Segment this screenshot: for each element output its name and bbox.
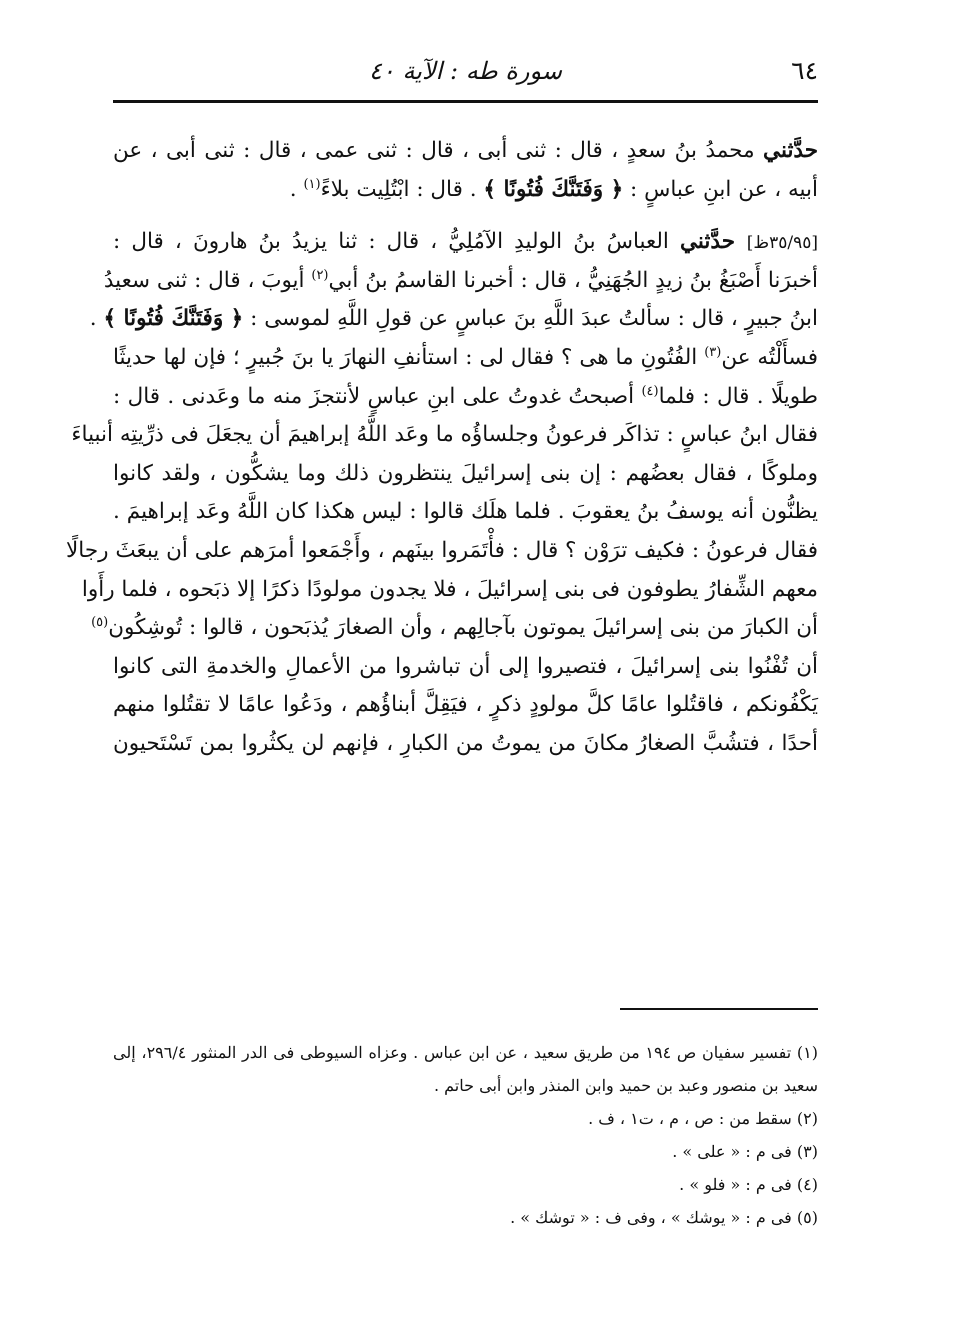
footnote-marker[interactable]: (٣) <box>704 344 722 360</box>
text-line <box>113 339 818 378</box>
text-run: . <box>89 306 104 332</box>
text-run: أصبحتُ غدوتُ على ابنِ عباسٍ لأنتجزَ منه ما وعَدنى . قال : <box>113 383 642 409</box>
text-line <box>103 262 818 301</box>
body-text <box>66 132 819 764</box>
footnote-1: (١) تفسير سفيان ص ١٩٤ من طريق سعيد ، عن ابن عباس . وعزاه السيوطى فى الدر المنثور ٢٩٦/٤، إلى <box>113 1043 819 1062</box>
text-line: وملوكًا ، فقال بعضُهم : إن بنى إسرائيلَ ينتظرون ذلك وما يشكُّون ، ولقد كانوا <box>113 460 818 486</box>
text-run: أيوبَ ، قال : ثنى سعيدُ <box>103 267 312 293</box>
header-rule <box>113 100 818 103</box>
text-line: معهم الشِّفارُ يطوفون فى بنى إسرائيلَ ، فلا يجدون مولودًا ذكرًا إلا ذبَحوه ، فلما رأَوا <box>81 576 818 602</box>
footnotes <box>113 1036 818 1234</box>
text-line <box>89 300 818 339</box>
text-line: يظنُّون أنه يوسفُ بنُ يعقوبَ . فلما هلَك قالوا : ليس هكذا كان اللَّهُ وعَد إبراهيمَ . <box>113 499 818 525</box>
text-line: أن تُفْنُوا بنى إسرائيلَ ، فتصيروا إلى أن تباشروا من الأعمالِ والخدمةِ التى كانوا <box>113 653 818 679</box>
page-number: ٦٤ <box>791 56 818 85</box>
text-line <box>113 223 818 262</box>
footnote-5: (٥) فى م : « يوشك » ، وفى ف : « توشك » . <box>510 1208 818 1227</box>
manuscript-reference: [٣٥/٩٥ظ] <box>746 233 819 254</box>
footnote-separator <box>620 1008 818 1010</box>
text-run: ابنُ جبيرٍ ، قال : سألتُ عبدَ اللَّهِ بنَ عباسٍ عن قولِ اللَّهِ لموسى : <box>243 306 818 332</box>
text-line: يَكْفُونكم ، فاقتُلوا عامًا كلَّ مولودٍ ذكرٍ ، فيَقِلَّ أبناؤُهم ، ودَعُوا عامًا لا تقتُلوا منهم <box>113 692 818 718</box>
running-title: سورة طه : الآية ٤٠ <box>369 57 562 85</box>
text-line <box>113 171 818 210</box>
text-run: فسأَلْتُه عن <box>721 344 818 370</box>
footnote-marker[interactable]: (١) <box>303 176 321 192</box>
text-run: طويلًا . قال : فلما <box>658 383 818 409</box>
footnote-3: (٣) فى م : « على » . <box>672 1142 818 1161</box>
footnote-marker[interactable]: (٥) <box>91 614 109 630</box>
text-run: العباسُ بنُ الوليدِ الآمُلِيُّ ، قال : ثنا يزيدُ بنُ هارونَ ، قال : <box>113 229 681 255</box>
footnote-1-continued: سعيد بن منصور وعبد بن حميد وابن المنذر وابن أبى حاتم . <box>433 1076 818 1095</box>
text-run: . <box>289 176 304 202</box>
text-line <box>113 378 818 417</box>
text-line: أحدًا ، فتشُبَّ الصغارُ مكانَ من يموتُ من الكبارِ ، فإنهم لن يكثُروا بمن تَسْتَحيون <box>113 730 818 756</box>
footnote-marker[interactable]: (٤) <box>641 383 659 399</box>
page-header <box>113 52 818 92</box>
text-run: أخبرَنا أَصْبَغُ بنُ زيدٍ الجُهَنِيُّ ، قال : أخبرنا القاسمُ بنُ أبي <box>328 267 818 293</box>
hadith-lead: حدَّثني <box>680 229 747 255</box>
footnote-marker[interactable]: (٢) <box>311 267 329 283</box>
footnote-4: (٤) فى م : « فلو » . <box>679 1175 818 1194</box>
text-run: الفُتُونِ ما هى ؟ فقال لى : استأنفِ النهارَ يا بنَ جُبيرٍ ؛ فإن لها حديثًا <box>113 344 705 370</box>
text-line <box>91 609 818 648</box>
text-run: محمدُ بنُ سعدٍ ، قال : ثنى أبى ، قال : ثنى عمى ، قال : ثنى أبى ، عن <box>113 138 764 163</box>
text-line: فقال فرعونُ : فكيف ترَوْن ؟ قال : فأْتَمَروا بينَهم ، وأَجْمَعوا أمرَهم على أن يبعَثَ رجالًا <box>66 537 818 563</box>
quran-quote: ﴿ وَفَتَنَّكَ فُتُونًا ﴾ <box>483 176 624 202</box>
footnote-2: (٢) سقط من : ص ، م ، ت١ ، ف . <box>588 1109 818 1128</box>
text-line <box>113 132 818 171</box>
text-run: أبيه ، عن ابنِ عباسٍ : <box>623 176 818 202</box>
hadith-lead: حدَّثني <box>763 138 818 163</box>
text-run: أن الكبارَ من بنى إسرائيلَ يموتون بآجالِهم ، وأن الصغارَ يُذبَحون ، قالوا : تُوشِكُون <box>108 615 818 641</box>
text-run: . قال : ابْتُلِيت بلاءً <box>320 176 484 202</box>
text-line: فقال ابنُ عباسٍ : تذاكَر فرعونُ وجلساؤُه ما وعَد اللَّهُ إبراهيمَ أن يجعَلَ فى ذرِّيتِه أنبياءَ <box>71 422 818 448</box>
quran-quote: ﴿ وَفَتَنَّكَ فُتُونًا ﴾ <box>103 306 244 332</box>
